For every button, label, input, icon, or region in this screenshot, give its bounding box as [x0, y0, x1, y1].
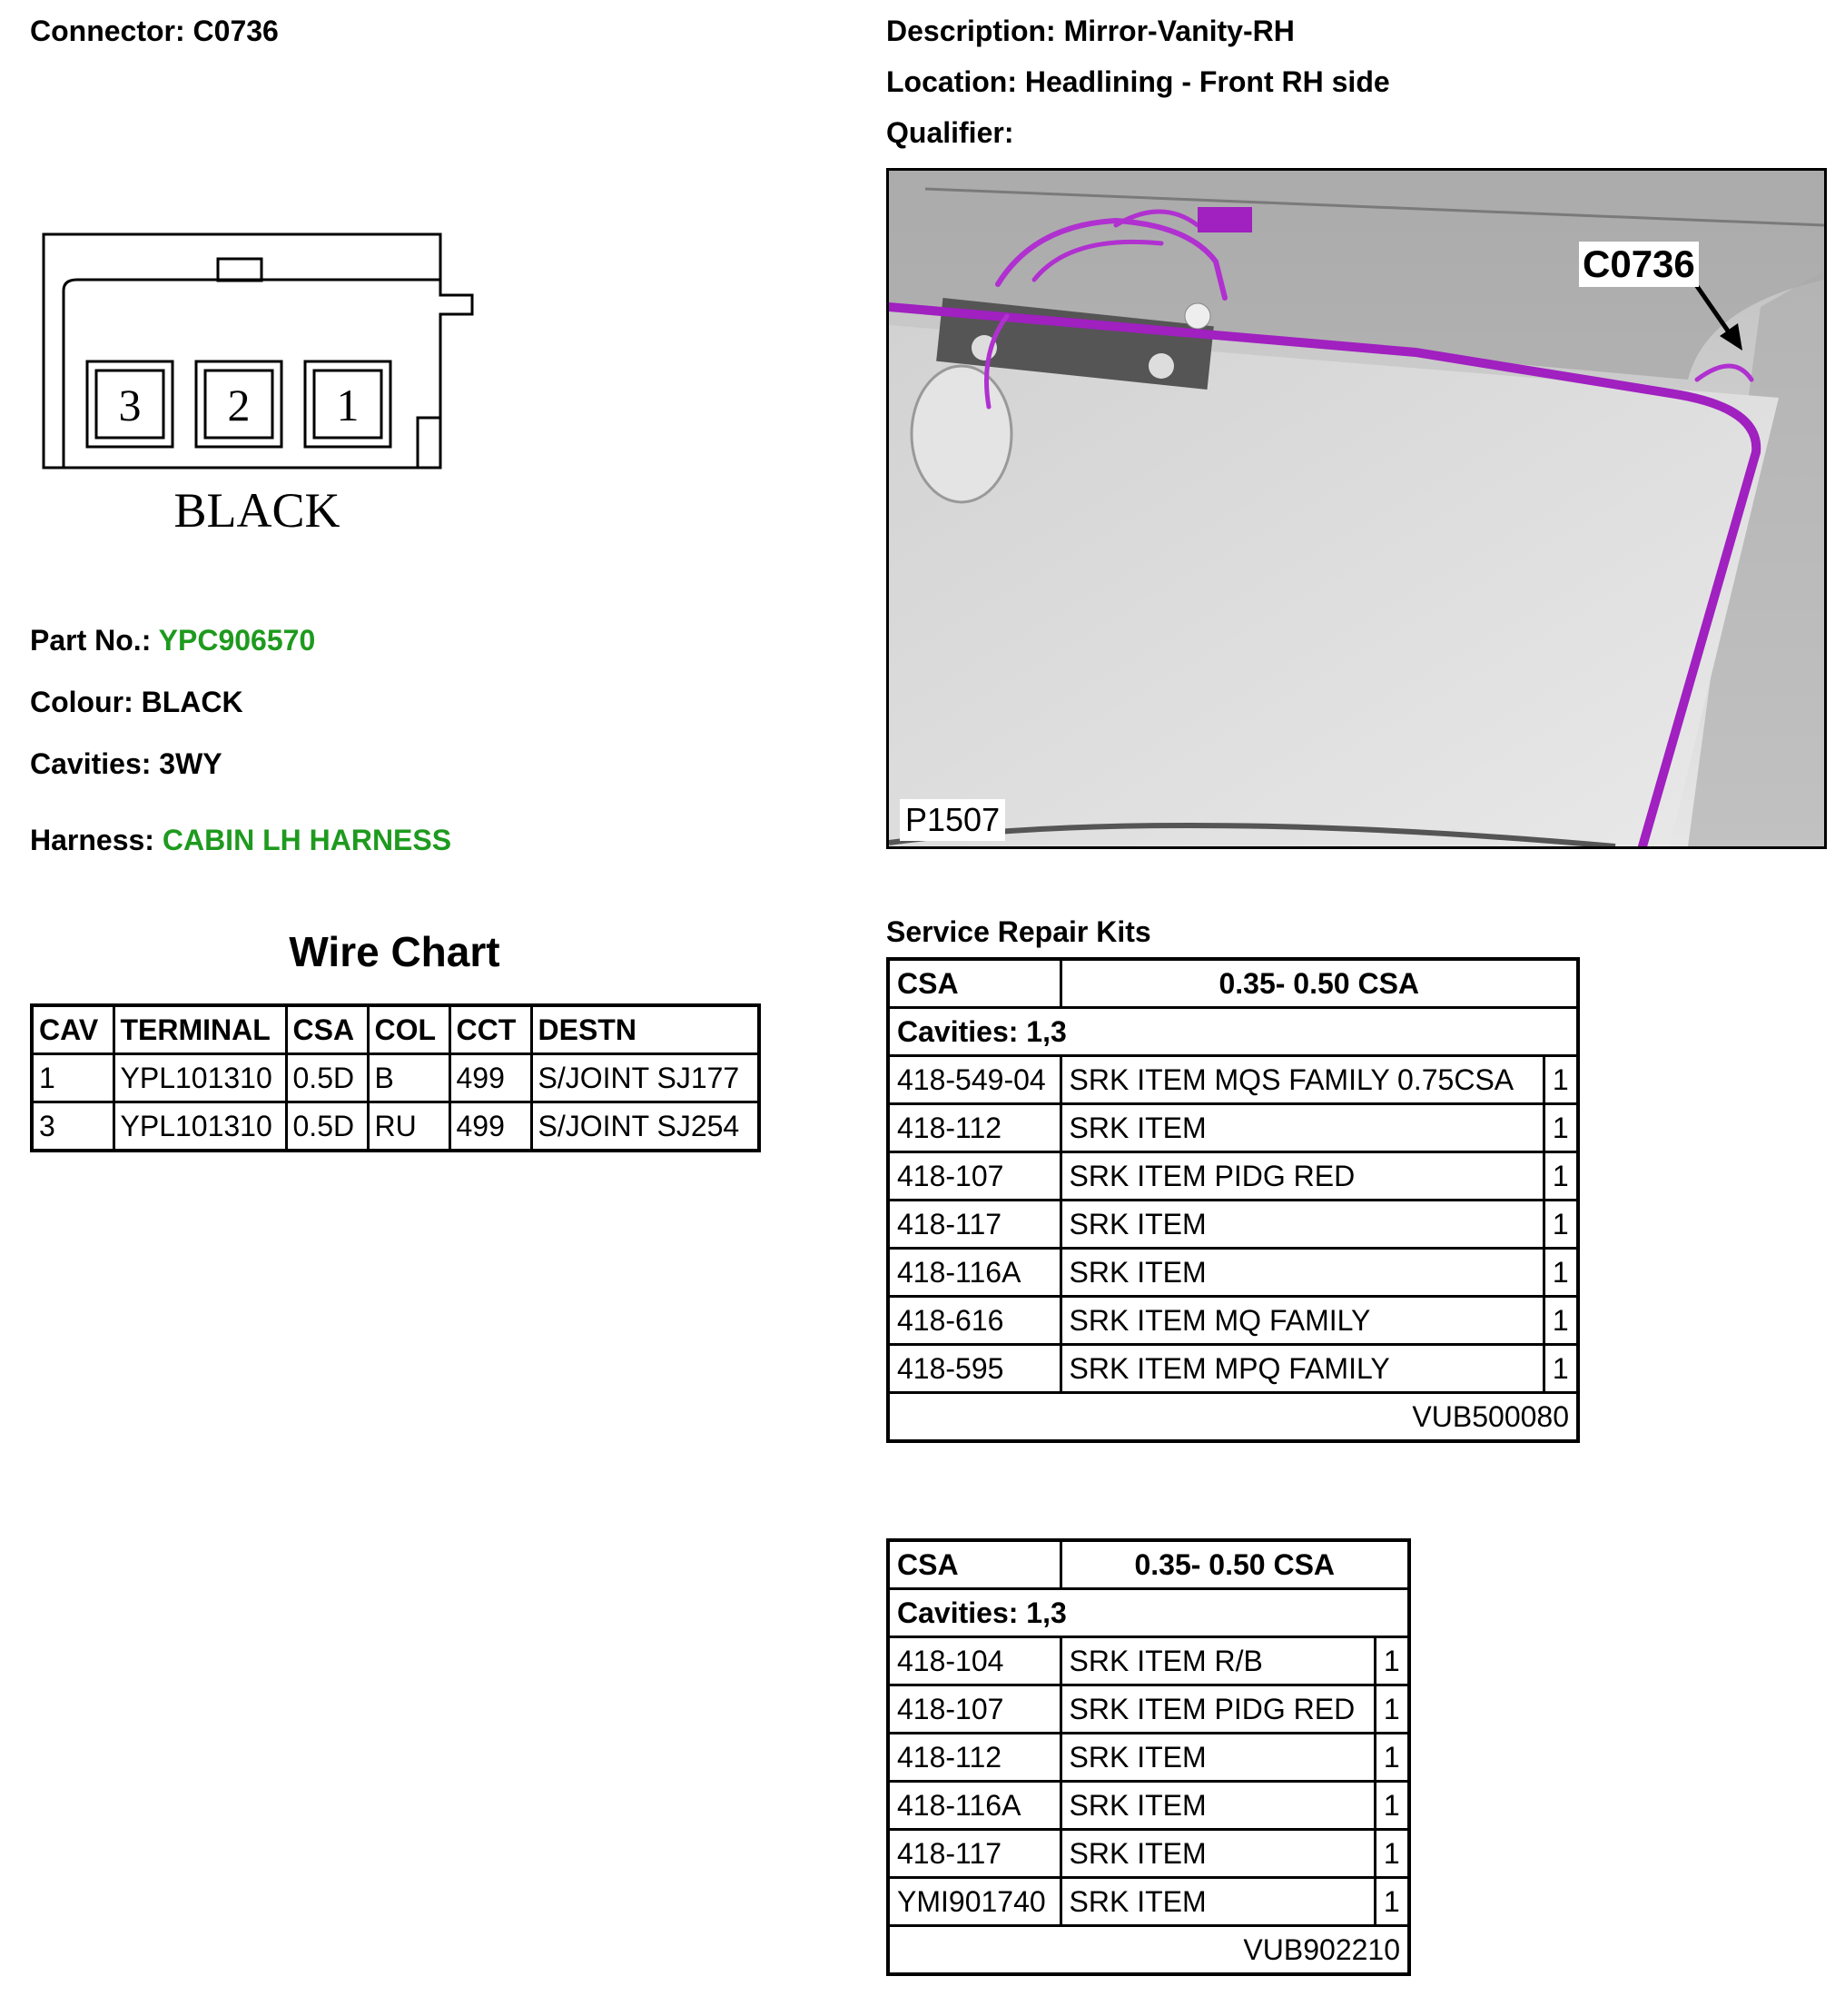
colour-line [30, 684, 243, 720]
connector-housing-outline [44, 234, 472, 468]
part-no-line [30, 622, 315, 658]
picture-reference: P1507 [900, 799, 1005, 841]
kit-cavities: Cavities: 1,3 [888, 1008, 1578, 1056]
kit-part-no: 418-112 [888, 1104, 1061, 1152]
table-row [32, 1054, 759, 1102]
kit-part-no: 418-112 [888, 1734, 1061, 1782]
kit-csa-value: 0.35- 0.50 CSA [1061, 1540, 1409, 1589]
colour-value: BLACK [141, 686, 243, 718]
wire-chart-table [30, 1003, 761, 1152]
cavities-line [30, 746, 222, 782]
qualifier-label: Qualifier: [886, 116, 1014, 149]
part-no-link[interactable]: YPC906570 [158, 624, 316, 657]
table-row [888, 1152, 1578, 1201]
kit-desc: SRK ITEM [1061, 1734, 1375, 1782]
kit-desc: SRK ITEM [1061, 1104, 1544, 1152]
table-row [888, 1734, 1409, 1782]
table-row [888, 1782, 1409, 1830]
kit-csa-value: 0.35- 0.50 CSA [1061, 959, 1578, 1008]
harness-connector-block [1198, 207, 1252, 232]
table-row [888, 1830, 1409, 1878]
cell-terminal: YPL101310 [113, 1054, 286, 1102]
kit-csa-label: CSA [888, 959, 1061, 1008]
qualifier-line [886, 114, 1013, 151]
connector-inner-outline [64, 280, 440, 468]
harness-link[interactable]: CABIN LH HARNESS [162, 824, 452, 856]
location-value: Headlining - Front RH side [1024, 65, 1390, 98]
connector-heading [30, 13, 279, 49]
cell-destn: S/JOINT SJ177 [531, 1054, 759, 1102]
table-row [888, 1685, 1409, 1734]
kit-qty: 1 [1544, 1249, 1578, 1297]
service-repair-kits-title: Service Repair Kits [886, 915, 1151, 948]
repair-kit-table-2 [886, 1538, 1411, 1976]
location-label: Location: [886, 65, 1017, 98]
connector-location-image [886, 168, 1827, 849]
connector-colour-caption: BLACK [173, 483, 340, 538]
kit-desc: SRK ITEM [1061, 1782, 1375, 1830]
kit-desc: SRK ITEM MPQ FAMILY [1061, 1345, 1544, 1393]
kit-qty: 1 [1544, 1152, 1578, 1201]
kit-desc: SRK ITEM [1061, 1878, 1375, 1926]
kit-qty: 1 [1375, 1637, 1409, 1685]
kit-desc: SRK ITEM [1061, 1249, 1544, 1297]
description-line [886, 13, 1295, 49]
table-row [888, 1637, 1409, 1685]
kit-qty: 1 [1544, 1345, 1578, 1393]
harness-label: Harness: [30, 824, 154, 856]
cavities-label: Cavities: [30, 747, 152, 780]
vanity-lamp [912, 366, 1011, 502]
table-row [888, 1878, 1409, 1926]
kit-part-no: 418-117 [888, 1201, 1061, 1249]
kit-qty: 1 [1375, 1782, 1409, 1830]
repair-kit-table-1 [886, 957, 1580, 1443]
kit-part-no: 418-117 [888, 1830, 1061, 1878]
kit-part-no: 418-116A [888, 1249, 1061, 1297]
kit-desc: SRK ITEM PIDG RED [1061, 1685, 1375, 1734]
kit-qty: 1 [1544, 1104, 1578, 1152]
col-col: COL [368, 1005, 449, 1054]
col-destn: DESTN [531, 1005, 759, 1054]
kit-desc: SRK ITEM [1061, 1830, 1375, 1878]
kit-part-no: 418-616 [888, 1297, 1061, 1345]
location-line [886, 64, 1390, 100]
kit-reference: VUB500080 [888, 1393, 1578, 1442]
kit-part-no: 418-116A [888, 1782, 1061, 1830]
description-label: Description: [886, 15, 1056, 47]
kit-desc: SRK ITEM PIDG RED [1061, 1152, 1544, 1201]
cell-terminal: YPL101310 [113, 1102, 286, 1151]
table-row [888, 1104, 1578, 1152]
kit-reference: VUB902210 [888, 1926, 1409, 1975]
kit-part-no: 418-104 [888, 1637, 1061, 1685]
kit-part-no: 418-107 [888, 1685, 1061, 1734]
cell-cct: 499 [449, 1054, 531, 1102]
col-cav: CAV [32, 1005, 113, 1054]
wire-chart-header-row [32, 1005, 759, 1054]
cavities-value: 3WY [159, 747, 222, 780]
callout-label: C0736 [1579, 242, 1699, 287]
kit-qty: 1 [1375, 1734, 1409, 1782]
kit-qty: 1 [1544, 1201, 1578, 1249]
connector-key [418, 418, 440, 468]
cell-col: RU [368, 1102, 449, 1151]
colour-label: Colour: [30, 686, 133, 718]
kit-desc: SRK ITEM [1061, 1201, 1544, 1249]
kit-part-no: YMI901740 [888, 1878, 1061, 1926]
table-row [888, 1056, 1578, 1104]
table-row [888, 1249, 1578, 1297]
connector-label: Connector: [30, 15, 185, 47]
connector-value: C0736 [192, 15, 279, 47]
connector-face-diagram [36, 227, 481, 545]
cavity-2-number: 2 [227, 380, 251, 430]
kit-qty: 1 [1544, 1056, 1578, 1104]
kit-desc: SRK ITEM MQS FAMILY 0.75CSA [1061, 1056, 1544, 1104]
kit-desc: SRK ITEM MQ FAMILY [1061, 1297, 1544, 1345]
col-terminal: TERMINAL [113, 1005, 286, 1054]
cell-cav: 3 [32, 1102, 113, 1151]
cell-destn: S/JOINT SJ254 [531, 1102, 759, 1151]
cavity-3-number: 3 [118, 380, 142, 430]
kit-csa-label: CSA [888, 1540, 1061, 1589]
col-csa: CSA [286, 1005, 368, 1054]
cell-csa: 0.5D [286, 1102, 368, 1151]
part-no-label: Part No.: [30, 624, 152, 657]
wire-chart-title: Wire Chart [289, 928, 500, 975]
harness-line [30, 822, 451, 858]
kit-qty: 1 [1375, 1878, 1409, 1926]
connector-latch [218, 259, 261, 281]
kit-qty: 1 [1544, 1297, 1578, 1345]
cell-cct: 499 [449, 1102, 531, 1151]
cavity-1-number: 1 [336, 380, 360, 430]
description-value: Mirror-Vanity-RH [1063, 15, 1295, 47]
cell-csa: 0.5D [286, 1054, 368, 1102]
table-row [888, 1201, 1578, 1249]
col-cct: CCT [449, 1005, 531, 1054]
kit-qty: 1 [1375, 1830, 1409, 1878]
cell-cav: 1 [32, 1054, 113, 1102]
cell-col: B [368, 1054, 449, 1102]
table-row [888, 1345, 1578, 1393]
kit-part-no: 418-549-04 [888, 1056, 1061, 1104]
kit-part-no: 418-595 [888, 1345, 1061, 1393]
kit-part-no: 418-107 [888, 1152, 1061, 1201]
kit-desc: SRK ITEM R/B [1061, 1637, 1375, 1685]
kit-qty: 1 [1375, 1685, 1409, 1734]
table-row [32, 1102, 759, 1151]
table-row [888, 1297, 1578, 1345]
kit-cavities: Cavities: 1,3 [888, 1589, 1409, 1637]
